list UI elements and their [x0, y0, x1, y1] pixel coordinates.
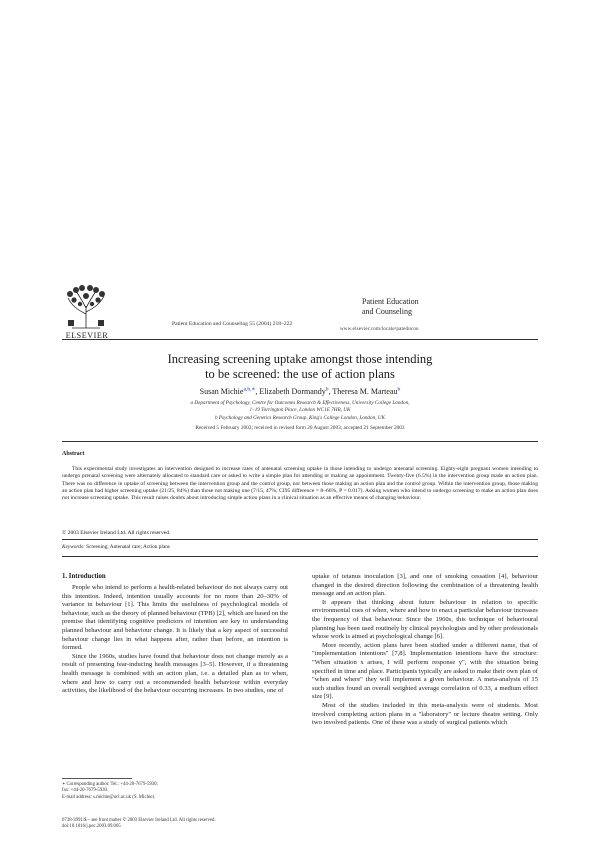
copyright-notice: © 2003 Elsevier Ireland Ltd. All rights reserved. — [62, 530, 171, 536]
front-matter-info — [62, 818, 362, 831]
journal-name — [362, 297, 472, 317]
keywords — [62, 544, 170, 550]
journal-url-link[interactable]: www.elsevier.com/locate/pateducou — [340, 327, 419, 332]
body-column-right — [312, 573, 538, 728]
abstract-divider — [62, 539, 538, 540]
footnote-line: ∗ Corresponding author. Tel.: +44-20-7679-5930; — [62, 782, 158, 787]
section-heading: 1. Introduction — [62, 573, 106, 580]
keywords-list: Screening; Antenatal care; Action plans — [86, 544, 170, 550]
author-affiliation-marker[interactable]: a,b,∗ — [243, 386, 256, 393]
corresponding-author-footnote — [62, 782, 288, 801]
abstract-text: This experimental study investigates an intervention designed to increase rates of antenatal screening uptake in those intending to undergo antenatal screening. Eighty-eight pregnant women intending to undergo prenatal screening were alternately allocated to standard care or asked to write a simple plan for attending or making an appointment. Twenty-five (6.5%) in the intervention group made an action plan. There was no difference in uptake of screening between the intervention group and the control group, nor between those making an action plan and the control group. Within the intervention group, those making an action plan had higher screening uptake (21/25, 84%) than those not making one (7/15, 47%; CI95 difference = 8–66%, P = 0.017). Asking women who intend to undergo screening to make an action plan does not increase screening uptake. This result raises doubts about introducing simple action plans in a clinical situation as an effective means of changing behaviour. — [62, 466, 538, 502]
journal-citation: Patient Education and Counseling 55 (2004) 218–222 — [172, 321, 293, 327]
author-list: Susan Michie$^{a,b,∗}$, Elizabeth Dormandy$^b$, Theresa M. Marteau$^b$ — [199, 386, 401, 396]
elsevier-tree-logo-icon — [62, 284, 110, 330]
paragraph: uptake of tetanus inoculation [3], and one of smoking cessation [4], behaviour changed in the desired direction following the combination of a threatening health message and an action plan. — [312, 573, 538, 598]
author-affiliation-marker[interactable]: b — [397, 386, 401, 393]
abstract-body — [62, 466, 538, 503]
journal-name-line2: and Counseling — [362, 307, 412, 316]
title-divider — [62, 441, 538, 442]
paragraph: It appears that thinking about future behaviour in relation to specific environmental cues of when, where and how to enact a particular behaviour increases the frequency of that behaviour. Since the 1960s, this technique of behavioural planning has been used routinely by clinical psychologists and by other professionals whose work is aimed at psychological change [6]. — [312, 598, 538, 641]
paragraph: People who intend to perform a health-related behaviour do not always carry out this intention. Indeed, intention usually accounts for no more than 20–30% of variance in behaviour [1]. This limits the usefulness of psychological models of behaviour, such as the theory of planned behaviour (TPB) [2], which are based on the premise that identifying cognitive predictors of intention are key to understanding planned behaviour and behaviour change. It is likely that a key aspect of successful behaviour change lies in what happens after, rather than before, an intention is formed. — [62, 584, 288, 652]
affiliation-a-line1: a Department of Psychology, Centre for Outcomes Research & Effectiveness, University College London, — [190, 400, 410, 406]
affiliation-a — [100, 400, 500, 414]
affiliation-a-line2: 1–19 Torrington Place, London WC1E 7HB, UK — [249, 406, 351, 413]
journal-name-line1: Patient Education — [362, 297, 419, 306]
title-line2: to be screened: the use of action plans — [205, 367, 395, 381]
footnote-email[interactable]: E-mail address: s.michie@ucl.ac.uk (S. Michie). — [62, 794, 156, 800]
doi-link[interactable]: doi:10.1016/j.pec.2003.09.005 — [62, 824, 121, 830]
author-affiliation-marker[interactable]: b — [325, 386, 329, 393]
body-column-left — [62, 584, 288, 696]
keywords-divider — [62, 556, 538, 557]
article-title — [100, 352, 500, 382]
author-name: Elizabeth Dormandy — [259, 387, 326, 396]
title-line1: Increasing screening uptake amongst those intending — [167, 352, 433, 366]
footnote-divider — [62, 778, 132, 779]
keywords-label: Keywords: — [62, 544, 85, 550]
issn-line: 0738-3991/$ – see front matter © 2003 Elsevier Ireland Ltd. All rights reserved. — [62, 818, 216, 823]
author-name: Theresa M. Marteau — [332, 387, 398, 396]
publisher-name: ELSEVIER — [65, 331, 109, 340]
author-name: Susan Michie — [199, 387, 244, 396]
paragraph: Most of the studies included in this meta-analysis were of students. Most involved completing action plans in a "laboratory" or lecture theatre setting. Only two involved patients. One of these was a study of surgical patients which — [312, 701, 538, 727]
received-dates: Received 5 February 2003; received in revised form 20 August 2003; accepted 21 September 2003 — [195, 425, 405, 431]
footnote-line: fax: +44-20-7679-5930. — [62, 788, 109, 794]
affiliation-b: b Psychology and Genetics Research Group, King's College London, London, UK — [214, 415, 386, 421]
paragraph: More recently, action plans have been studied under a different name, that of "implementation intentions" [7,8]. Implementation intentions have the structure: "When situation x arises, I will perform response y", with the situation being specified in time and place. Participants typically are asked to make their own plan of "when and where" they will implement a given behaviour. A meta-analysis of 15 such studies found an overall weighted average correlation of 0.33, a medium effect size [9]. — [312, 641, 538, 701]
abstract-heading: Abstract — [62, 451, 85, 457]
header-divider — [62, 339, 538, 340]
paragraph: Since the 1960s, studies have found that behaviour does not change merely as a result of presenting fear-inducing health messages [3–5]. However, if a threatening health message is combined with an action plan, i.e. a detailed plan as to when, where and how to carry out a recommended health behaviour within everyday activities, the likelihood of the behaviour occurring increases. In two studies, one of — [62, 652, 288, 695]
